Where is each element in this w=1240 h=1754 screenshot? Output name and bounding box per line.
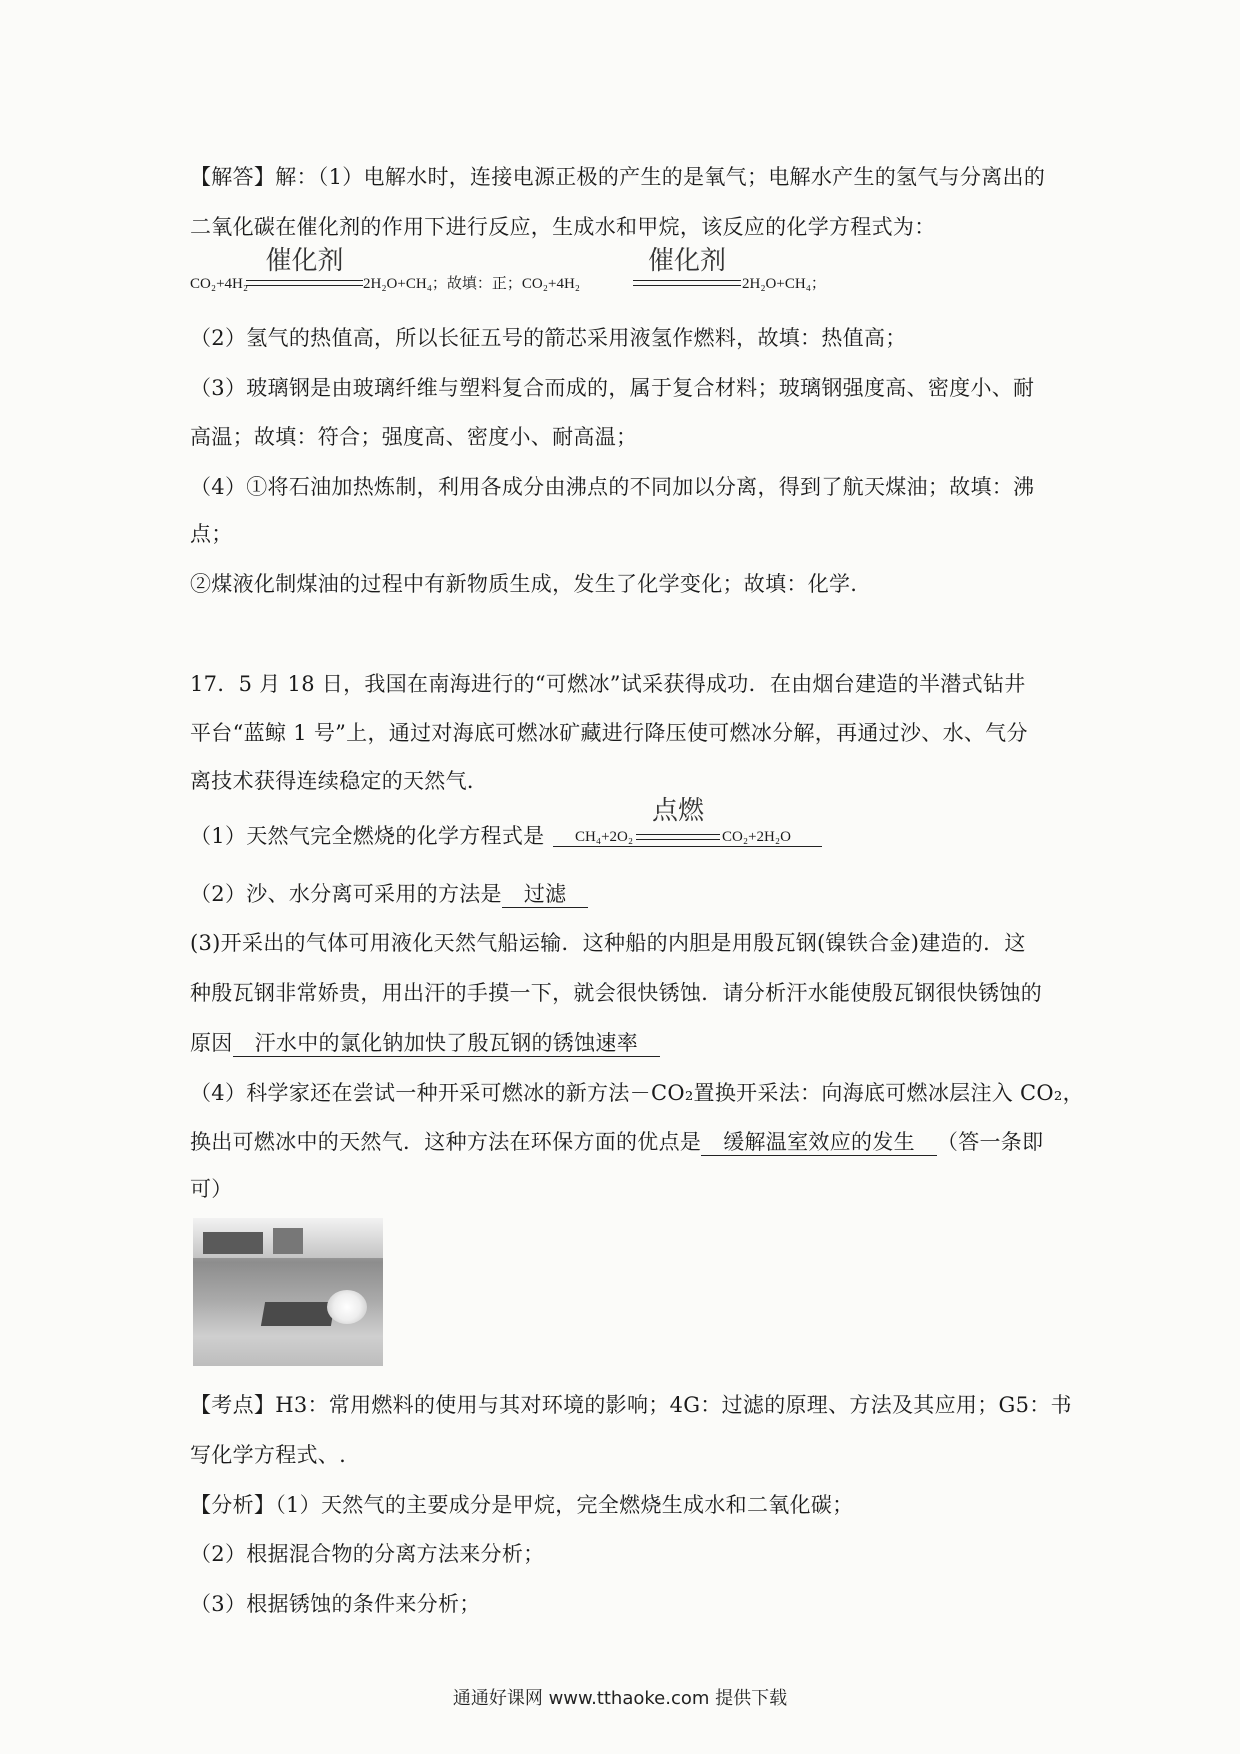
q17-eq-right: CO₂+2H₂O [722,829,791,845]
equation-1-condition [246,246,363,276]
fenxi-line-3: （3）根据锈蚀的条件来分析； [190,1592,481,1616]
q17-part4-answer: 缓解温室效应的发生 [701,1129,937,1156]
photo-derrick [273,1228,303,1254]
question-17-line-3: 离技术获得连续稳定的天然气． [190,769,489,793]
q17-eq-left: CH₄+2O₂ [575,829,634,845]
q17-part4-suffix: （答一条即 [936,1130,1044,1154]
photo-ship [261,1302,335,1326]
fenxi-line-2: （2）根据混合物的分离方法来分析； [190,1542,545,1566]
photo-flame [327,1290,367,1324]
equation-1-right: 2H₂O+CH₄；故填：正；CO₂+4H₂ [363,276,581,292]
q17-part4-line-1: （4）科学家还在尝试一种开采可燃冰的新方法－CO₂置换开采法：向海底可燃冰层注入 CO₂， [190,1081,1084,1105]
drilling-platform-photo [193,1218,383,1366]
ignition-label: 点燃 [651,796,704,826]
q17-part3-answer: 汗水中的氯化钠加快了殷瓦钢的锈蚀速率 [233,1030,660,1057]
catalyst-label-2: 催化剂 [647,246,726,276]
answer-line-5: 高温；故填：符合；强度高、密度小、耐高温； [190,425,638,449]
question-17-line-1: 17．5 月 18 日，我国在南海进行的“可燃冰”试采获得成功．在由烟台建造的半潜式钻井 [190,672,1026,696]
fenxi-line-1: 【分析】（1）天然气的主要成分是甲烷，完全燃烧生成水和二氧化碳； [190,1493,854,1517]
answer-line-1: 【解答】解：（1）电解水时，连接电源正极的产生的是氧气；电解水产生的氢气与分离出的 [190,165,1046,189]
answer-line-6: （4）①将石油加热炼制，利用各成分由沸点的不同加以分离，得到了航天煤油；故填：沸 [190,475,1035,499]
q17-part1-prefix: （1）天然气完全燃烧的化学方程式是 [190,824,545,848]
kaodian-line-1: 【考点】H3：常用燃料的使用与其对环境的影响；4G：过滤的原理、方法及其应用；G5：书 [190,1393,1072,1417]
equation-1b-right: 2H₂O+CH₄； [742,276,826,292]
equation-1b-condition [633,246,741,276]
q17-part1 [190,821,544,851]
catalyst-label: 催化剂 [265,246,344,276]
question-17-line-2: 平台“蓝鲸 1 号”上，通过对海底可燃冰矿藏进行降压使可燃冰分解，再通过沙、水、气分 [190,721,1028,745]
q17-part3-prefix: 原因 [190,1031,233,1055]
q17-eq-condition [636,796,720,826]
q17-part3-line-1: (3)开采出的气体可用液化天然气船运输．这种船的内胆是用殷瓦钢(镍铁合金)建造的．这 [190,931,1026,955]
equation-1-double-line [246,280,363,286]
page-footer: 通通好课网 www.tthaoke.com 提供下载 [452,1688,788,1709]
photo-platform [203,1232,263,1254]
q17-part3-line-2: 种殷瓦钢非常娇贵，用出汗的手摸一下，就会很快锈蚀．请分析汗水能使殷瓦钢很快锈蚀的 [190,981,1042,1005]
equation-1b-double-line [633,280,741,286]
q17-part3-line-3 [190,1028,660,1058]
q17-part2 [190,879,588,909]
answer-line-7: 点； [190,522,233,546]
answer-line-3: （2）氢气的热值高，所以长征五号的箭芯采用液氢作燃料，故填：热值高； [190,326,907,350]
q17-eq-double-line [636,834,720,840]
q17-part2-prefix: （2）沙、水分离可采用的方法是 [190,882,502,906]
kaodian-line-2: 写化学方程式、. [190,1443,347,1467]
q17-part4-line-3: 可） [190,1177,233,1201]
equation-1-left: CO₂+4H₂ [190,276,249,292]
q17-part4-line-2 [190,1127,1043,1157]
answer-line-4: （3）玻璃钢是由玻璃纤维与塑料复合而成的，属于复合材料；玻璃钢强度高、密度小、耐 [190,376,1035,400]
answer-line-2: 二氧化碳在催化剂的作用下进行反应，生成水和甲烷，该反应的化学方程式为： [190,215,936,239]
q17-part2-answer: 过滤 [502,881,589,908]
q17-part4-prefix: 换出可燃冰中的天然气．这种方法在环保方面的优点是 [190,1130,702,1154]
answer-line-8: ②煤液化制煤油的过程中有新物质生成，发生了化学变化；故填：化学. [190,572,858,596]
